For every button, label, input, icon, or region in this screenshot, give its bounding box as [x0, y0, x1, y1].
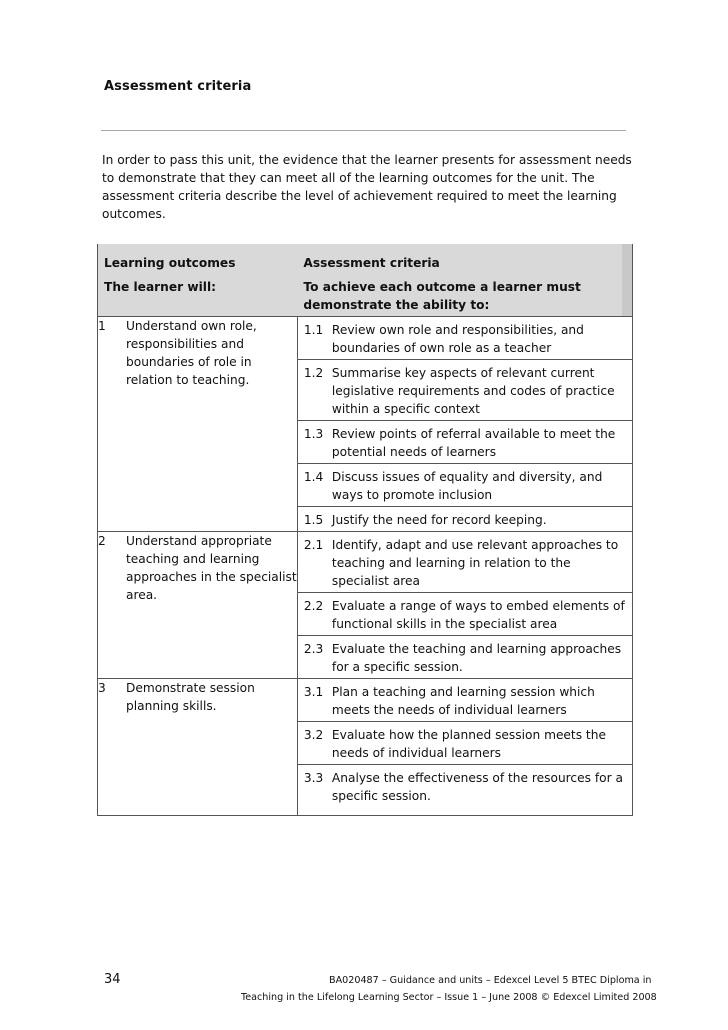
- criteria-cell: [297, 532, 632, 679]
- footer-line-1: BA020487 – Guidance and units – Edexcel Level 5 BTEC Diploma in: [329, 975, 652, 986]
- outcome-text: Understand appropriate teaching and learning approaches in the specialist area.: [126, 534, 297, 602]
- header-strip: [622, 244, 633, 317]
- criterion-number: 1.5: [303, 513, 324, 527]
- criterion-number: 2.3: [303, 642, 324, 656]
- criterion-text: Evaluate how the planned session meets the needs of individual learners: [331, 728, 606, 760]
- header-assessment-criteria: [297, 244, 621, 317]
- page-title: Assessment criteria: [104, 79, 252, 94]
- header-col2-subtitle: To achieve each outcome a learner must demonstrate the ability to:: [303, 280, 581, 312]
- criterion-item: [298, 506, 632, 531]
- criterion-item: [298, 635, 632, 678]
- criterion-item: [298, 679, 632, 721]
- criterion-item: [298, 764, 632, 815]
- table-row: [98, 679, 633, 816]
- criterion-item: [298, 592, 632, 635]
- criteria-cell: [297, 317, 632, 532]
- table-row: [98, 317, 633, 532]
- outcome-number: 3: [98, 681, 106, 695]
- table-row: [98, 532, 633, 679]
- outcome-text: Demonstrate session planning skills.: [126, 681, 255, 713]
- criterion-text: Justify the need for record keeping.: [331, 513, 547, 527]
- criterion-item: [298, 359, 632, 420]
- criteria-cell: [297, 679, 632, 816]
- learning-outcome-cell: [98, 317, 298, 532]
- criterion-text: Analyse the effectiveness of the resources for a specific session.: [331, 771, 623, 803]
- criterion-text: Summarise key aspects of relevant current legislative requirements and codes of practice within a specific context: [331, 366, 615, 416]
- outcome-text: Understand own role, responsibilities and boundaries of role in relation to teaching.: [126, 319, 257, 387]
- learning-outcome-cell: [98, 532, 298, 679]
- criterion-number: 1.1: [303, 323, 324, 337]
- criterion-text: Evaluate a range of ways to embed elements of functional skills in the specialist area: [331, 599, 625, 631]
- page-number: 34: [104, 972, 121, 987]
- criterion-number: 1.2: [303, 366, 324, 380]
- criterion-number: 1.4: [303, 470, 324, 484]
- intro-paragraph: In order to pass this unit, the evidence that the learner presents for assessment needs to demonstrate that they can meet all of the learning outcomes for the unit. The assessment criteria describe the level of achievement required to meet the learning outcomes.: [102, 153, 632, 221]
- criterion-item: [298, 420, 632, 463]
- criterion-number: 1.3: [303, 427, 324, 441]
- header-col1-subtitle: The learner will:: [104, 280, 217, 294]
- criterion-text: Evaluate the teaching and learning approaches for a specific session.: [331, 642, 622, 674]
- criterion-number: 3.3: [303, 771, 324, 785]
- outcome-number: 1: [98, 319, 106, 333]
- footer-line-2: Teaching in the Lifelong Learning Sector – Issue 1 – June 2008 © Edexcel Limited 2008: [241, 992, 657, 1003]
- criterion-item: [298, 532, 632, 592]
- criterion-number: 2.1: [303, 538, 324, 552]
- criterion-text: Identify, adapt and use relevant approaches to teaching and learning in relation to the specialist area: [331, 538, 619, 588]
- header-col2-title: Assessment criteria: [303, 256, 440, 270]
- table-header-row: [98, 244, 633, 317]
- criterion-item: [298, 721, 632, 764]
- criterion-number: 2.2: [303, 599, 324, 613]
- header-col1-title: Learning outcomes: [104, 256, 236, 270]
- learning-outcome-cell: [98, 679, 298, 816]
- title-divider: [101, 130, 626, 131]
- criterion-text: Plan a teaching and learning session which meets the needs of individual learners: [331, 685, 595, 717]
- header-learning-outcomes: [98, 244, 298, 317]
- criterion-number: 3.1: [303, 685, 324, 699]
- criterion-item: [298, 463, 632, 506]
- criterion-number: 3.2: [303, 728, 324, 742]
- criterion-text: Review points of referral available to meet the potential needs of learners: [331, 427, 616, 459]
- assessment-table: [97, 244, 633, 816]
- criterion-text: Review own role and responsibilities, and boundaries of own role as a teacher: [331, 323, 584, 355]
- outcome-number: 2: [98, 534, 106, 548]
- criterion-text: Discuss issues of equality and diversity, and ways to promote inclusion: [331, 470, 603, 502]
- criterion-item: [298, 317, 632, 359]
